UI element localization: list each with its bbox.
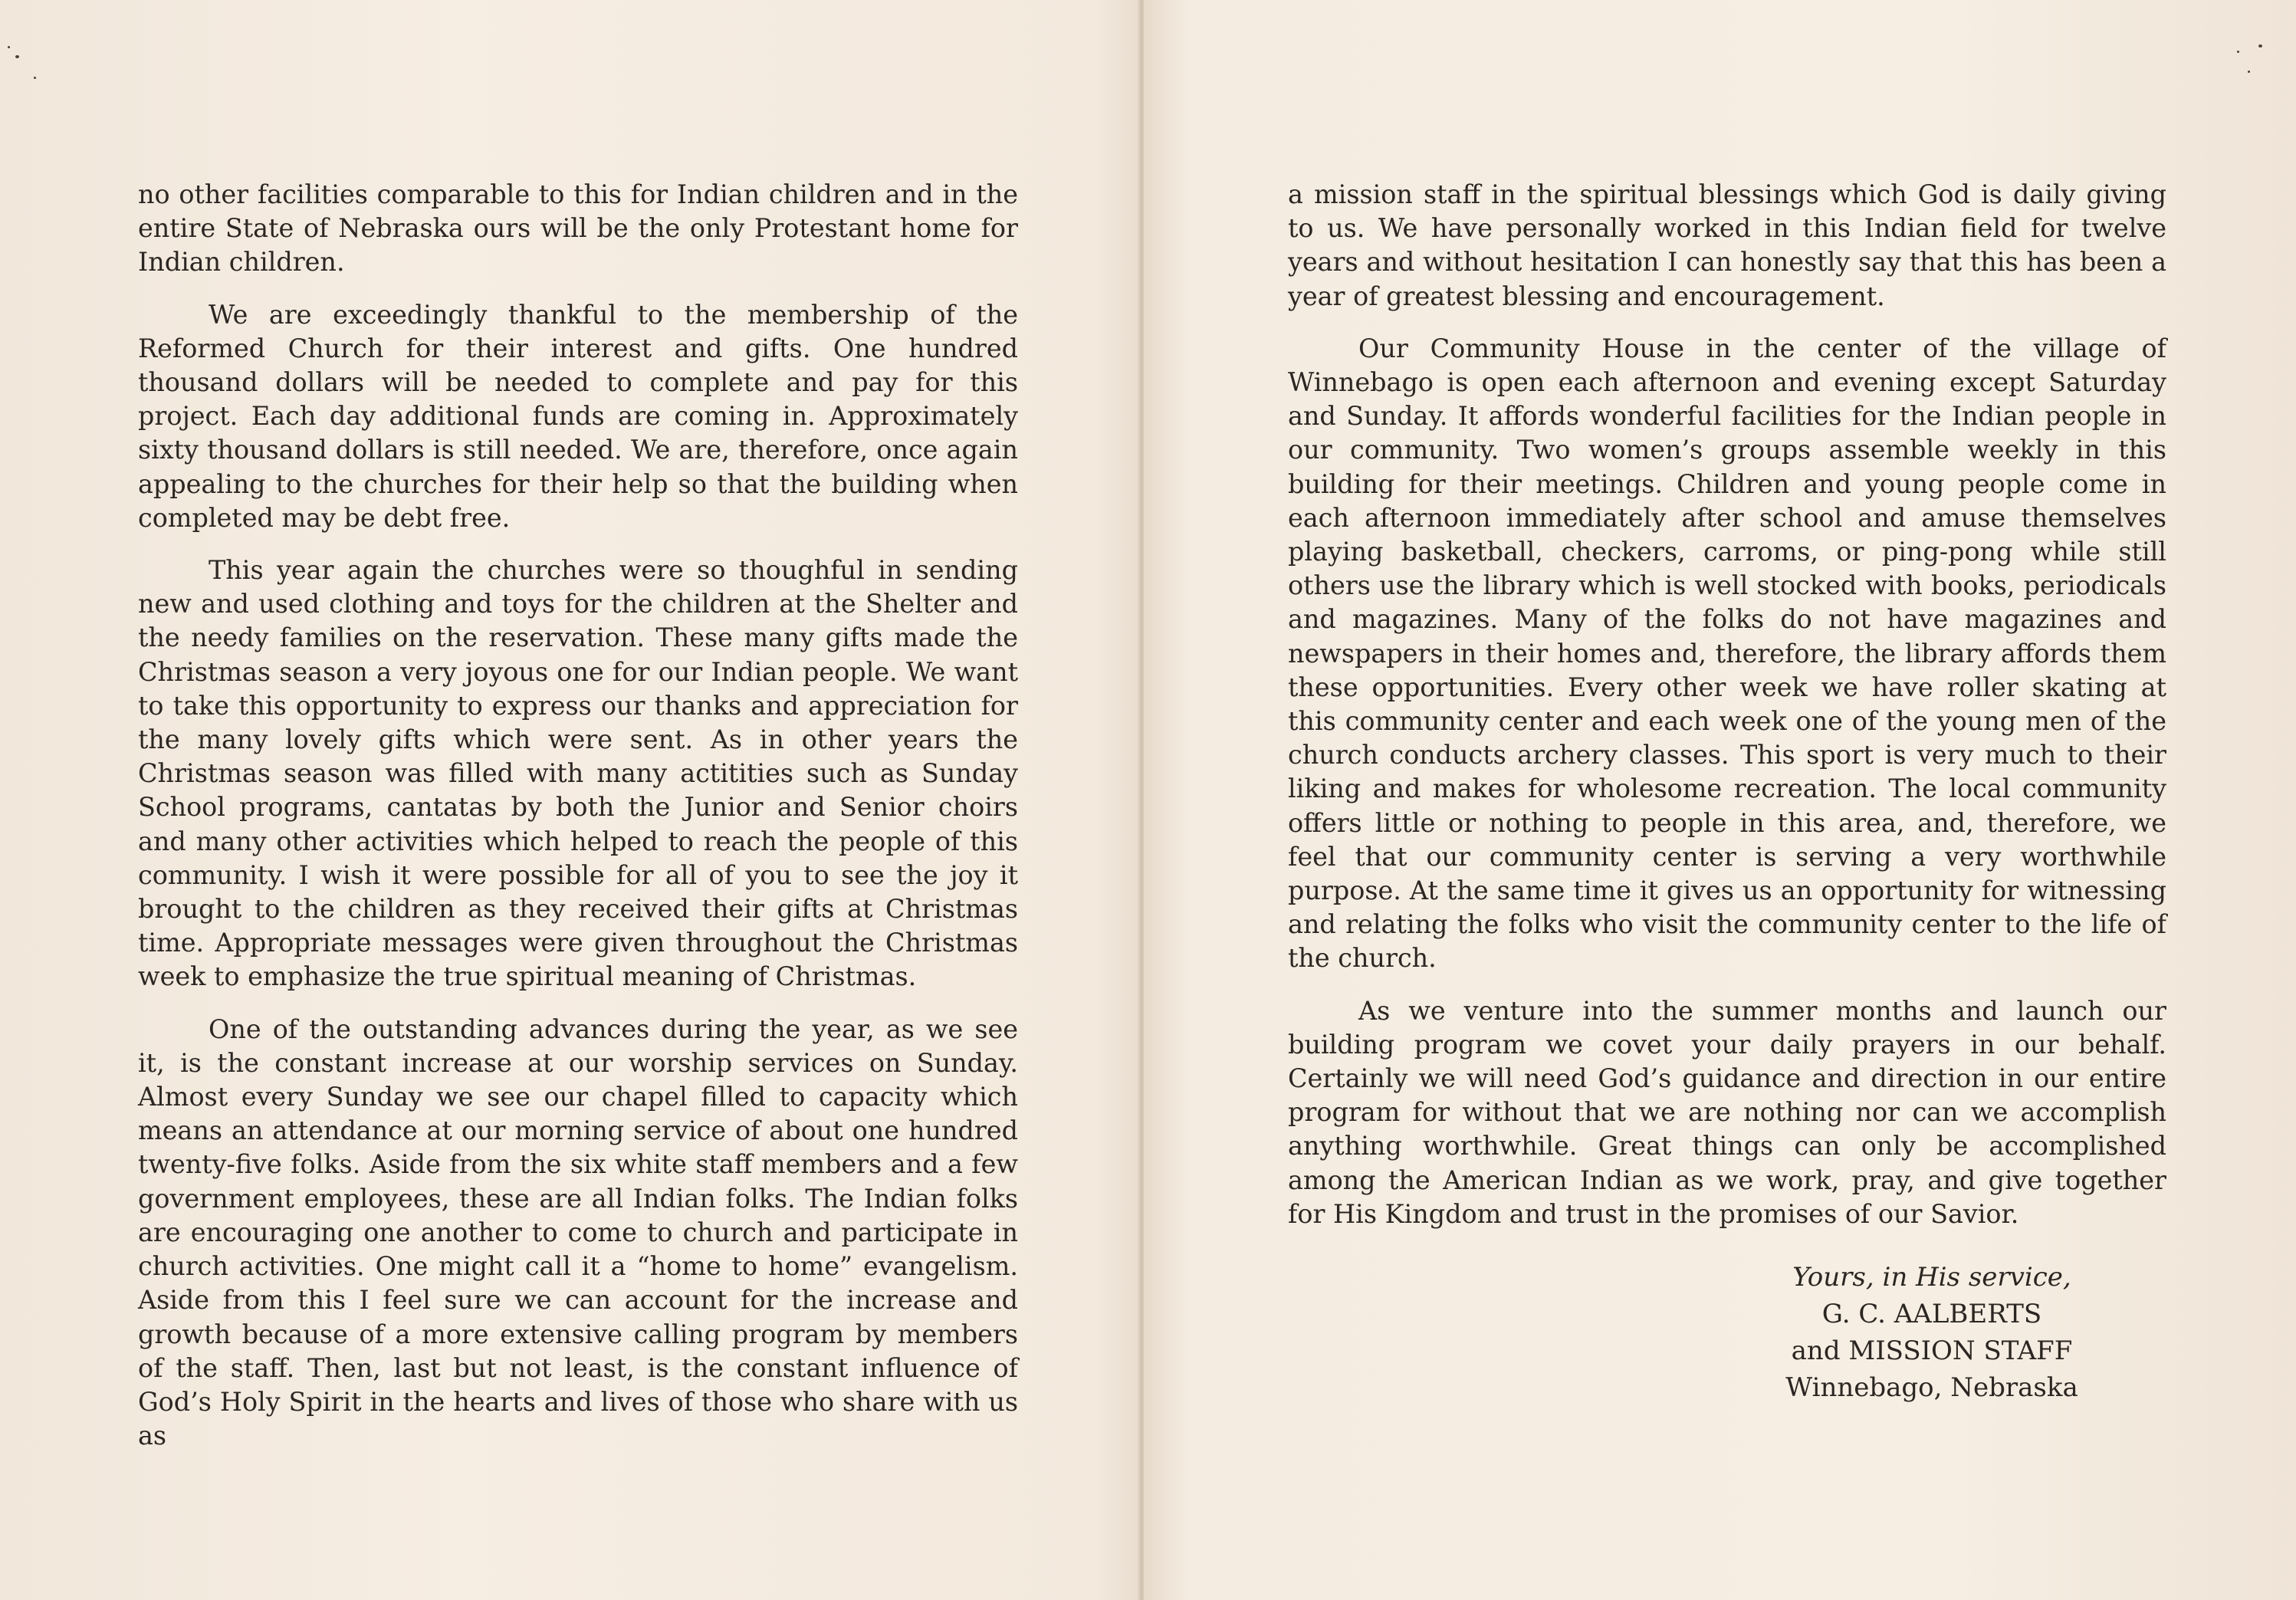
signature-name: G. C. AALBERTS <box>1821 1299 2042 1329</box>
left-text-column <box>138 178 1018 1471</box>
paper-speck <box>2237 51 2239 53</box>
signature-closing: Yours, in His service, <box>1792 1262 2071 1293</box>
paper-speck <box>2248 71 2250 73</box>
paper-speck <box>2258 44 2262 48</box>
right-text-column <box>1288 178 2166 1250</box>
signature-location: Winnebago, Nebraska <box>1785 1372 2078 1403</box>
left-paragraph-1: no other facilities comparable to this for Indian children and in the entire State of Nebraska ours will be the only Protestant home for Indian children. <box>138 179 1018 278</box>
paper-speck <box>15 55 19 58</box>
paper-speck <box>34 77 36 79</box>
left-paragraph-2: We are exceedingly thankful to the membership of the Reformed Church for their interest and gifts. One hundred thousand dollars will be needed to complete and pay for this project. Each day additional funds are coming in. Approximately sixty thousand dollars is still needed. We are, therefore, once again appealing to the churches for their help so that the building when completed may be debt free. <box>138 299 1018 533</box>
signature-block <box>1756 1259 2108 1406</box>
signature-staff: and MISSION STAFF <box>1791 1336 2073 1366</box>
paper-speck <box>8 46 10 48</box>
left-paragraph-4: One of the outstanding advances during the year, as we see it, is the constant increase at our worship services on Sunday. Almost every Sunday we see our chapel filled to capacity which means an attendance at our morning service of about one hundred twenty-five folks. Aside from the six white staff members and a few government employees, these are all Indian folks. The Indian folks are encouraging one another to come to church and participate in church activities. One might call it a “home to home” evangelism. Aside from this I feel sure we can account for the increase and growth because of a more extensive calling program by members of the staff. Then, last but not least, is the constant influence of God’s Holy Spirit in the hearts and lives of those who share with us as <box>138 1014 1018 1451</box>
right-paragraph-2: Our Community House in the center of the village of Winnebago is open each afternoon and evening except Saturday and Sunday. It affords wonderful facilities for the Indian people in our community. Two women’s groups assemble weekly in this building for their meetings. Children and young people come in each afternoon immediately after school and amuse themselves playing basketball, checkers, carroms, or ping-pong while still others use the library which is well stocked with books, periodicals and magazines. Many of the folks do not have magazines and newspapers in their homes and, therefore, the library affords them these opportunities. Every other week we have roller skating at this community center and each week one of the young men of the church conducts archery classes. This sport is very much to their liking and makes for wholesome recreation. The local community offers little or nothing to people in this area, and, therefore, we feel that our community center is serving a very worthwhile purpose. At the same time it gives us an opportunity for witnessing and relating the folks who visit the community center to the life of the church. <box>1288 333 2166 974</box>
right-paragraph-1: a mission staff in the spiritual blessings which God is daily giving to us. We have personally worked in this Indian field for twelve years and without hesitation I can honestly say that this has been a year of greatest blessing and encouragement. <box>1288 179 2166 311</box>
left-paragraph-3: This year again the churches were so thoughful in sending new and used clothing and toys for the children at the Shelter and the needy families on the reservation. These many gifts made the Christmas season a very joyous one for our Indian people. We want to take this opportunity to express our thanks and appreciation for the many lovely gifts which were sent. As in other years the Christmas season was filled with many actitities such as Sunday School programs, cantatas by both the Junior and Senior choirs and many other activities which helped to reach the people of this community. I wish it were possible for all of you to see the joy it brought to the children as they received their gifts at Christmas time. Appropriate messages were given throughout the Christmas week to emphasize the true spiritual meaning of Christmas. <box>138 555 1018 992</box>
right-paragraph-3: As we venture into the summer months and launch our building program we covet your daily prayers in our behalf. Certainly we will need God’s guidance and direction in our entire program for without that we are nothing nor can we accomplish anything worthwhile. Great things can only be accomplished among the American Indian as we work, pray, and give together for His Kingdom and trust in the promises of our Savior. <box>1288 995 2166 1229</box>
